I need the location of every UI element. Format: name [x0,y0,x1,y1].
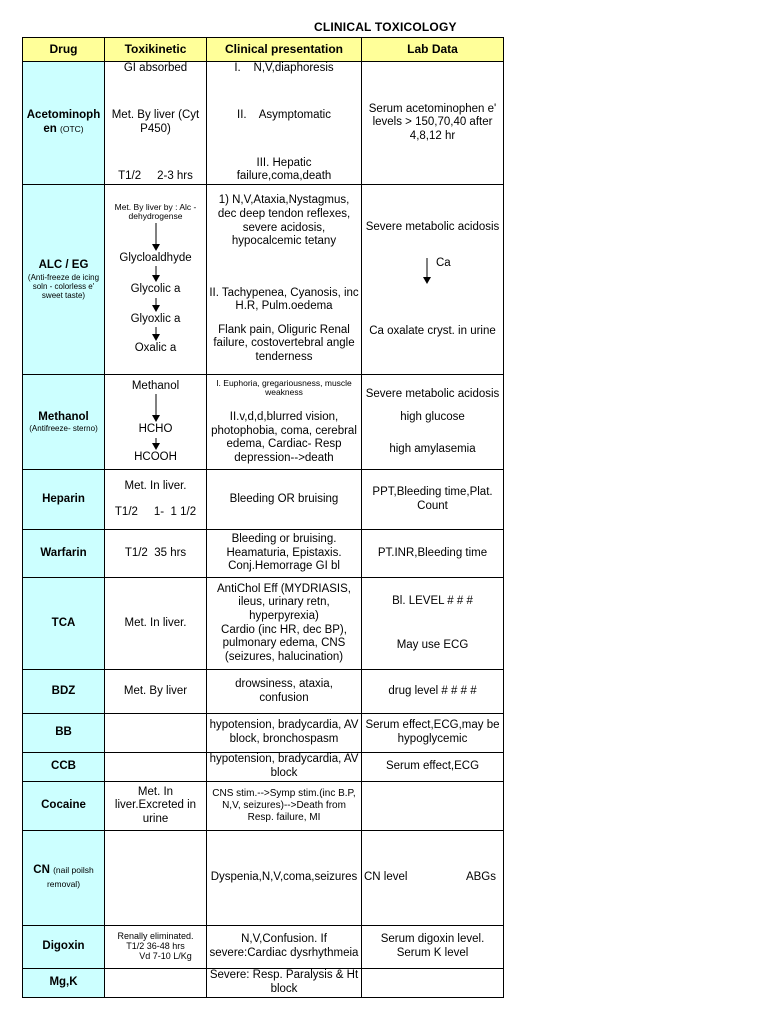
drug-cell [23,714,105,753]
clin-cell: hypotension, bradycardia, AV block [207,753,362,782]
header-lab: Lab Data [362,38,504,62]
tox-line: HCHO [138,423,173,436]
row-tca [23,578,504,670]
clin-cell: CNS stim.-->Symp stim.(inc B.P, N,V, seizures)-->Death from Resp. failure, MI [207,782,362,831]
drug-cell [23,926,105,969]
lab-cell [362,375,504,470]
clin-cell: N,V,Confusion. If severe:Cardiac dysrhythmeia [207,926,362,969]
drug-cell [23,670,105,714]
lab-cell: Serum effect,ECG [362,753,504,782]
lab-cell [362,782,504,831]
drug-cell [23,470,105,530]
arrow-down-icon [151,393,161,423]
tox-line: T1/2 2-3 hrs [118,170,193,183]
tox-cell: Met. By liver [105,670,207,714]
drug-cell [23,753,105,782]
tox-line: Vd 7-10 L/Kg [139,950,192,961]
drug-note: (OTC) [60,124,84,134]
lab-cell: PPT,Bleeding time,Plat. Count [362,470,504,530]
clin-cell [207,185,362,375]
tox-cell [105,926,207,969]
drug-name: Warfarin [40,546,87,559]
clin-line: II. Asymptomatic [237,109,331,122]
row-acetaminophen [23,62,504,185]
clin-cell: Dyspenia,N,V,coma,seizures [207,831,362,926]
lab-line: May use ECG [396,638,469,651]
clin-line: III. Hepatic failure,coma,death [236,156,332,183]
tox-cell: Met. In liver.Excreted in urine [105,782,207,831]
lab-line: Ca [436,256,451,269]
drug-name: Methanol [38,410,89,423]
tox-line: Met. By liver by : Alc -dehydrogense [114,202,197,222]
drug-note: (nail poilsh removal) [46,865,94,889]
drug-name: Cocaine [41,799,86,812]
lab-cell [362,185,504,375]
drug-cell [23,782,105,831]
drug-note: (Anti-freeze de icing soln - colorless e' sweet taste) [27,272,100,300]
clin-line: Bleeding or bruising. [231,533,337,546]
clin-cell [207,578,362,670]
drug-name: BDZ [51,684,76,697]
tox-line: Met. In liver. [124,479,187,492]
lab-line: CN level [364,871,408,884]
clin-line: AntiChol Eff (MYDRIASIS, ileus, urinary retn, hyperpyrexia) [217,582,351,622]
toxicology-table [22,37,504,998]
calcium-decrease [422,257,501,285]
clin-line: 1) N,V,Ataxia,Nystagmus, dec deep tendon reflexes, severe acidosis, hypocalcemic tetany [217,194,351,248]
drug-name: CCB [51,760,76,773]
clin-line: I. N,V,diaphoresis [234,62,334,74]
drug-name: TCA [51,616,76,629]
row-alc-eg [23,185,504,375]
lab-line: Bl. LEVEL # # # [392,594,473,607]
lab-line: Severe metabolic acidosis [365,387,500,400]
row-cn [23,831,504,926]
drug-cell [23,375,105,470]
drug-name: CN [33,864,50,877]
header-toxikinetic: Toxikinetic [105,38,207,62]
lab-cell: PT.INR,Bleeding time [362,530,504,578]
row-cocaine [23,782,504,831]
drug-name: BB [55,726,72,739]
tox-line: Methanol [131,379,180,392]
arrow-down-icon [151,437,161,451]
row-mg-k [23,969,504,998]
lab-line: high amylasemia [389,442,476,455]
tox-cell [105,470,207,530]
tox-cell [105,185,207,375]
lab-cell: Serum acetominophen e' levels > 150,70,40 after 4,8,12 hr [362,62,504,185]
row-heparin [23,470,504,530]
tox-line: Met. By liver (Cyt P450) [111,109,200,135]
drug-name: Digoxin [42,940,85,953]
clin-line: Cardio (inc HR, dec BP), pulmonary edema, CNS (seizures, halucination) [221,623,347,663]
drug-cell [23,831,105,926]
tox-line: Renally eliminated. [117,931,194,942]
row-bdz [23,670,504,714]
clin-line: Flank pain, Oliguric Renal failure, costovertebral angle tenderness [213,323,355,363]
lab-line: high glucose [400,411,465,424]
clin-cell [207,375,362,470]
tox-line: GI absorbed [123,62,188,74]
tox-line: T1/2 1- 1 1/2 [114,505,197,518]
page-title: CLINICAL TOXICOLOGY [314,20,457,34]
lab-cell: drug level # # # # [362,670,504,714]
tox-cell [105,375,207,470]
drug-cell [23,969,105,998]
lab-cell [362,578,504,670]
lab-cell: Serum effect,ECG,may be hypoglycemic [362,714,504,753]
tox-line: Glyoxlic a [130,312,181,325]
clin-line: II. Tachypenea, Cyanosis, inc H.R, Pulm.oedema [209,286,359,313]
tox-cell [105,714,207,753]
drug-name: Acetominoph en [26,109,101,135]
tox-cell [105,62,207,185]
lab-cell [362,831,504,926]
lab-cell [362,969,504,998]
tox-line: Glycolic a [130,283,181,296]
row-bb [23,714,504,753]
arrow-down-icon [422,257,432,285]
row-ccb [23,753,504,782]
clin-line: I. Euphoria, gregariousness, muscle weakness [216,377,352,397]
clin-cell: Severe: Resp. Paralysis & Ht block [207,969,362,998]
clin-line: II.v,d,d,blurred vision, photophobia, coma, cerebral edema, Cardiac- Resp depression-->death [211,411,357,464]
tox-cell [105,831,207,926]
drug-cell [23,62,105,185]
arrow-down-icon [151,297,161,313]
lab-line: Severe metabolic acidosis [365,220,500,233]
tox-cell: T1/2 35 hrs [105,530,207,578]
clin-cell: drowsiness, ataxia, confusion [207,670,362,714]
header-clinical: Clinical presentation [207,38,362,62]
clin-line: Conj.Hemorrage GI bl [228,560,340,573]
tox-line: HCOOH [134,450,177,463]
tox-cell [105,969,207,998]
lab-line: ABGs [465,871,496,884]
drug-note: (Antifreeze- sterno) [29,424,98,434]
tox-cell: Met. In liver. [105,578,207,670]
clin-cell: hypotension, bradycardia, AV block, bronchospasm [207,714,362,753]
drug-cell [23,185,105,375]
clin-cell [207,62,362,185]
lab-line: Ca oxalate cryst. in urine [369,324,496,337]
tox-line: Glycloaldhyde [119,251,192,264]
arrow-down-icon [151,326,161,342]
row-digoxin [23,926,504,969]
row-methanol [23,375,504,470]
drug-cell [23,578,105,670]
arrow-down-icon [151,265,161,283]
drug-name: Mg,K [49,976,78,989]
tox-line: Oxalic a [134,342,177,355]
drug-cell [23,530,105,578]
clin-cell: Bleeding OR bruising [207,470,362,530]
drug-name: Heparin [42,492,85,505]
clin-line: Heamaturia, Epistaxis. [226,546,342,559]
tox-cell [105,753,207,782]
lab-cell: Serum digoxin level. Serum K level [362,926,504,969]
header-drug: Drug [23,38,105,62]
row-warfarin [23,530,504,578]
tox-line: T1/2 36-48 hrs [126,941,185,952]
clin-cell [207,530,362,578]
drug-name: ALC / EG [38,258,89,271]
arrow-down-icon [151,222,161,252]
